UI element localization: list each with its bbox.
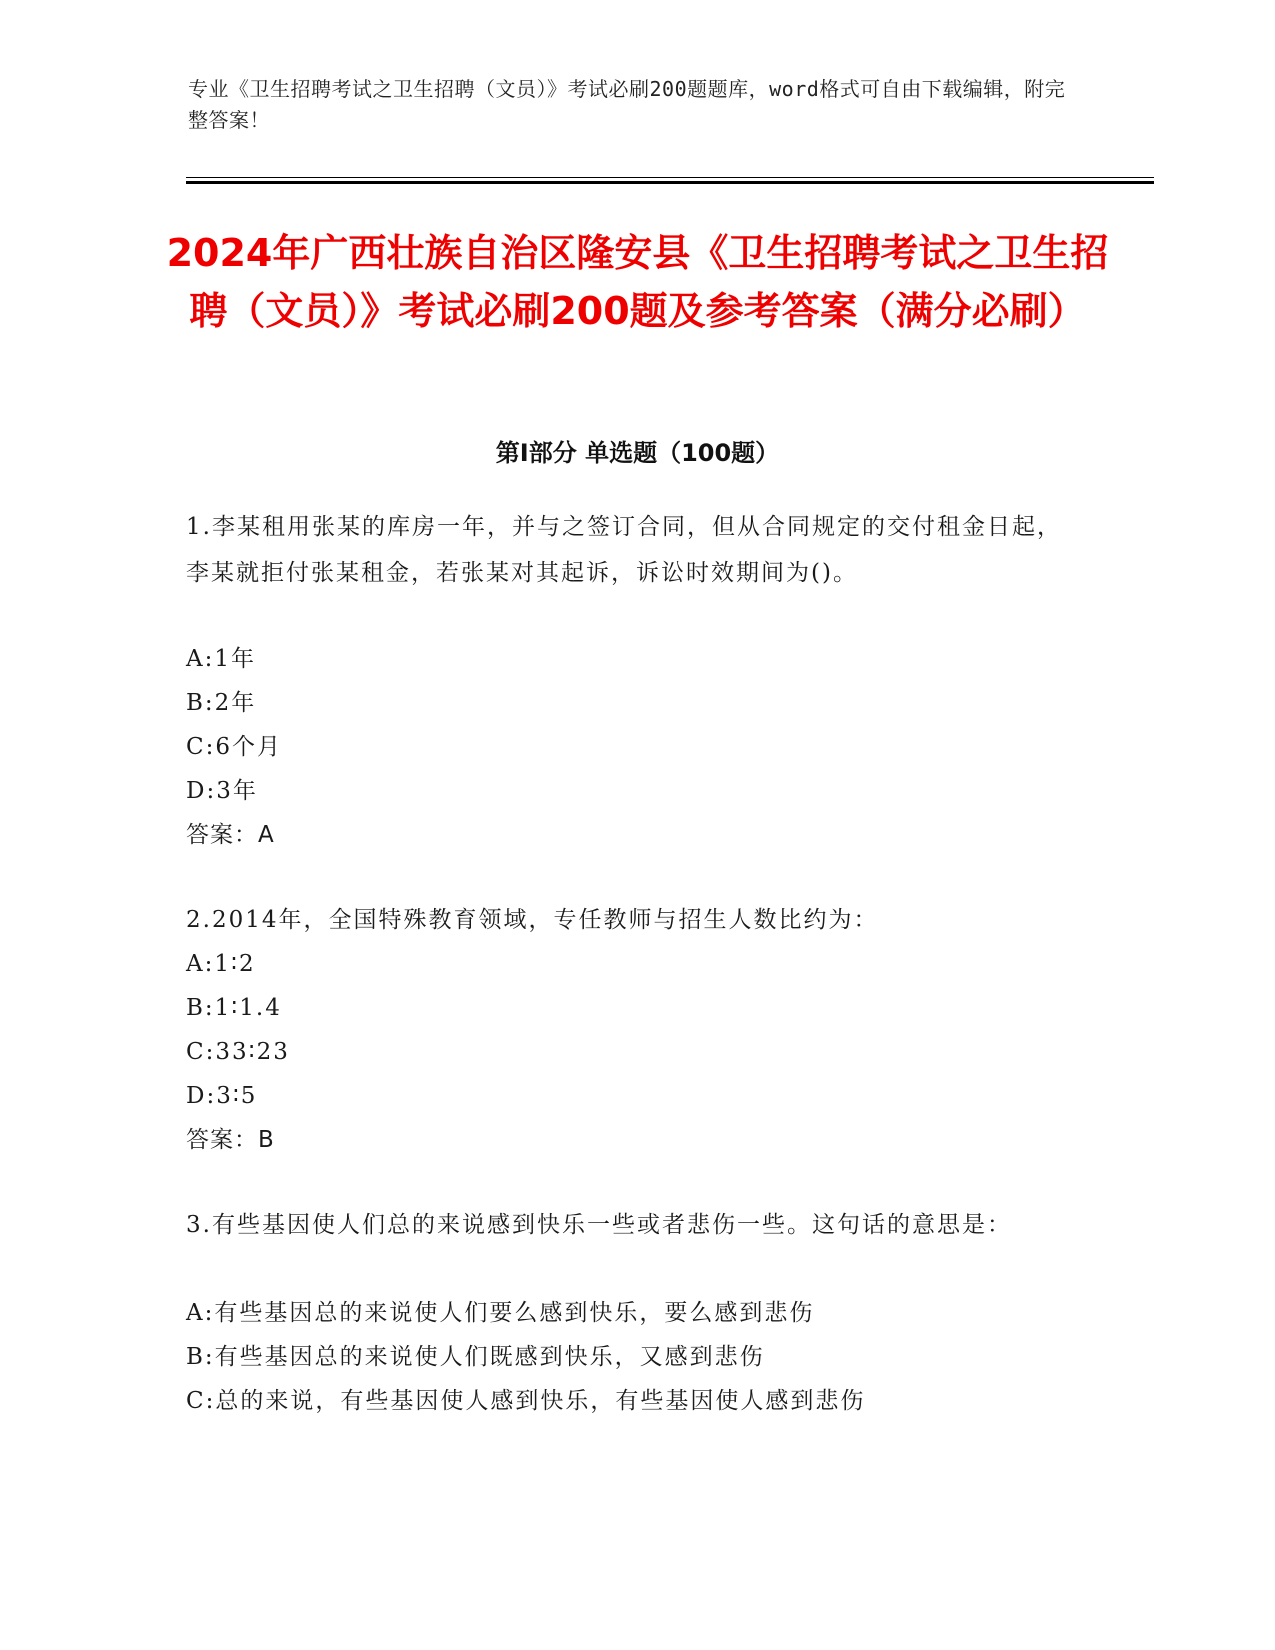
header-note: 专业《卫生招聘考试之卫生招聘（文员）》考试必刷200题题库，word格式可自由下载编辑，附完整答案！ <box>188 77 1066 132</box>
option-b: B:有些基因总的来说使人们既感到快乐，又感到悲伤 <box>186 1344 765 1370</box>
question-stem: 2.2014年，全国特殊教育领域，专任教师与招生人数比约为： <box>186 907 879 933</box>
header-divider-thin <box>186 177 1154 178</box>
option-b: B:1∶1.4 <box>186 995 282 1021</box>
option-c: C:总的来说，有些基因使人感到快乐，有些基因使人感到悲伤 <box>186 1388 866 1414</box>
question-stem: 1.李某租用张某的库房一年，并与之签订合同，但从合同规定的交付租金日起，李某就拒付张某租金，若张某对其起诉，诉讼时效期间为()。 <box>186 514 1062 586</box>
header-divider-thick <box>186 181 1154 184</box>
answer-label: 答案：B <box>186 1127 275 1153</box>
option-c: C:6个月 <box>186 734 282 760</box>
option-a: A:1∶2 <box>186 951 256 977</box>
question-stem: 3.有些基因使人们总的来说感到快乐一些或者悲伤一些。这句话的意思是： <box>186 1212 1012 1238</box>
document-title: 2024年广西壮族自治区隆安县《卫生招聘考试之卫生招聘（文员）》考试必刷200题及参考答案（满分必刷） <box>166 231 1109 333</box>
section-heading: 第I部分 单选题（100题） <box>495 439 780 467</box>
option-d: D:3∶5 <box>186 1083 258 1109</box>
option-a: A:1年 <box>186 646 256 672</box>
option-c: C:33∶23 <box>186 1039 290 1065</box>
answer-label: 答案：A <box>186 822 275 848</box>
option-d: D:3年 <box>186 778 258 804</box>
option-a: A:有些基因总的来说使人们要么感到快乐，要么感到悲伤 <box>186 1300 815 1326</box>
option-b: B:2年 <box>186 690 257 716</box>
